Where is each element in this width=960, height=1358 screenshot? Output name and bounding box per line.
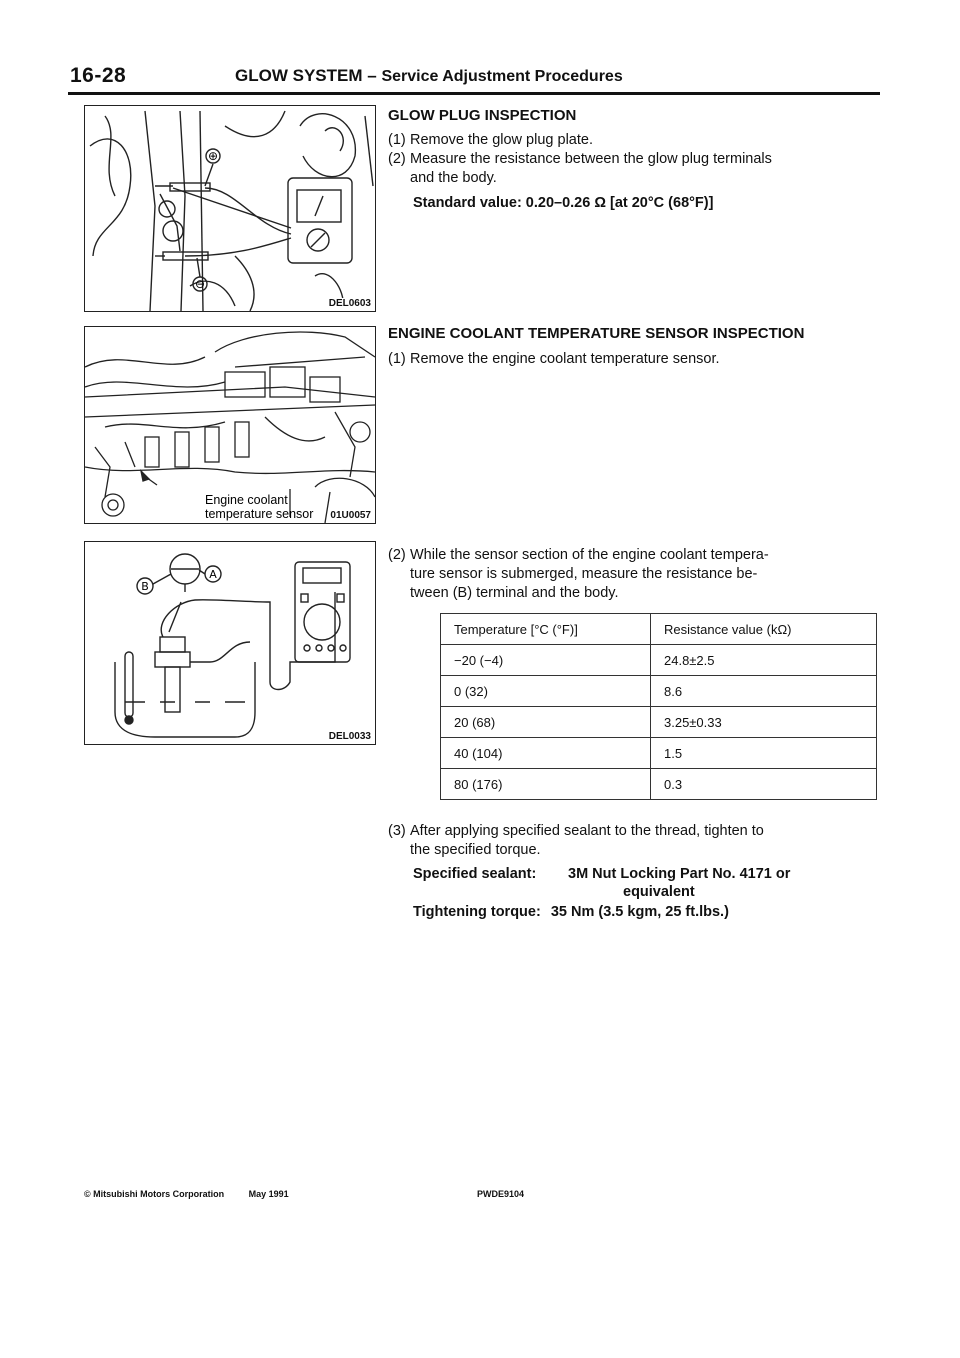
footer-date: May 1991: [248, 1189, 289, 1199]
sensor-test-illustration: [85, 542, 375, 744]
footer-copyright: © Mitsubishi Motors Corporation May 1991: [84, 1189, 289, 1199]
table-row: 0 (32) 8.6: [441, 676, 877, 707]
sealant-value-line2: equivalent: [623, 884, 695, 900]
header-rule: [68, 92, 880, 95]
plus-icon: ⊕: [207, 149, 219, 163]
column-header-resistance: Resistance value (kΩ): [651, 614, 877, 645]
torque-value: 35 Nm (3.5 kgm, 25 ft.lbs.): [550, 904, 729, 920]
glow-step-2: (2) Measure the resistance between the glow plug terminals and the body.: [388, 151, 772, 186]
figure-code: DEL0033: [328, 731, 371, 742]
glow-plug-heading: GLOW PLUG INSPECTION: [388, 107, 577, 124]
callout-line1: Engine coolant: [205, 493, 288, 507]
engine-illustration: [85, 327, 375, 523]
figure-sensor-test: [84, 541, 376, 745]
sensor-step-2: (2) While the sensor section of the engine coolant tempera- ture sensor is submerged, measure the resistance be- tween (B) terminal and the body.: [388, 547, 769, 601]
footer-doc-code: PWDE9104: [477, 1189, 525, 1199]
glow-plug-illustration: [85, 106, 375, 311]
glow-standard-value: Standard value: 0.20–0.26 Ω [at 20°C (68°F)]: [413, 195, 714, 211]
section-title: GLOW SYSTEM: [235, 66, 363, 85]
minus-icon: ⊖: [194, 277, 206, 291]
sensor-step-3: (3) After applying specified sealant to the thread, tighten to the specified torque.: [388, 823, 764, 858]
terminal-b-label: B: [141, 580, 149, 593]
torque-label: Tightening torque:: [413, 904, 541, 920]
resistance-table: [440, 613, 877, 800]
sealant-value-line1: 3M Nut Locking Part No. 4171 or: [568, 866, 791, 882]
table-header-row: [441, 614, 877, 645]
tightening-torque: [413, 904, 729, 920]
column-header-temperature: Temperature [°C (°F)]: [441, 614, 651, 645]
table-row: 40 (104) 1.5: [441, 738, 877, 769]
page-number: 16-28: [70, 64, 127, 87]
sealant-label: Specified sealant:: [413, 866, 537, 882]
specified-sealant: [413, 866, 791, 900]
figure-sensor-location: [84, 326, 376, 524]
section-subtitle: Service Adjustment Procedures: [381, 68, 623, 85]
page-title: GLOW SYSTEM – Service Adjustment Procedures: [235, 66, 623, 85]
figure-code: 01U0057: [330, 510, 371, 521]
terminal-a-label: A: [209, 568, 217, 581]
figure-glow-plug-measurement: [84, 105, 376, 312]
table-row: 20 (68) 3.25±0.33: [441, 707, 877, 738]
table-row: 80 (176) 0.3: [441, 769, 877, 800]
sensor-heading: ENGINE COOLANT TEMPERATURE SENSOR INSPECTION: [388, 325, 805, 342]
table-row: −20 (−4) 24.8±2.5: [441, 645, 877, 676]
callout-line2: temperature sensor: [205, 507, 314, 521]
figure-code: DEL0603: [328, 298, 371, 309]
